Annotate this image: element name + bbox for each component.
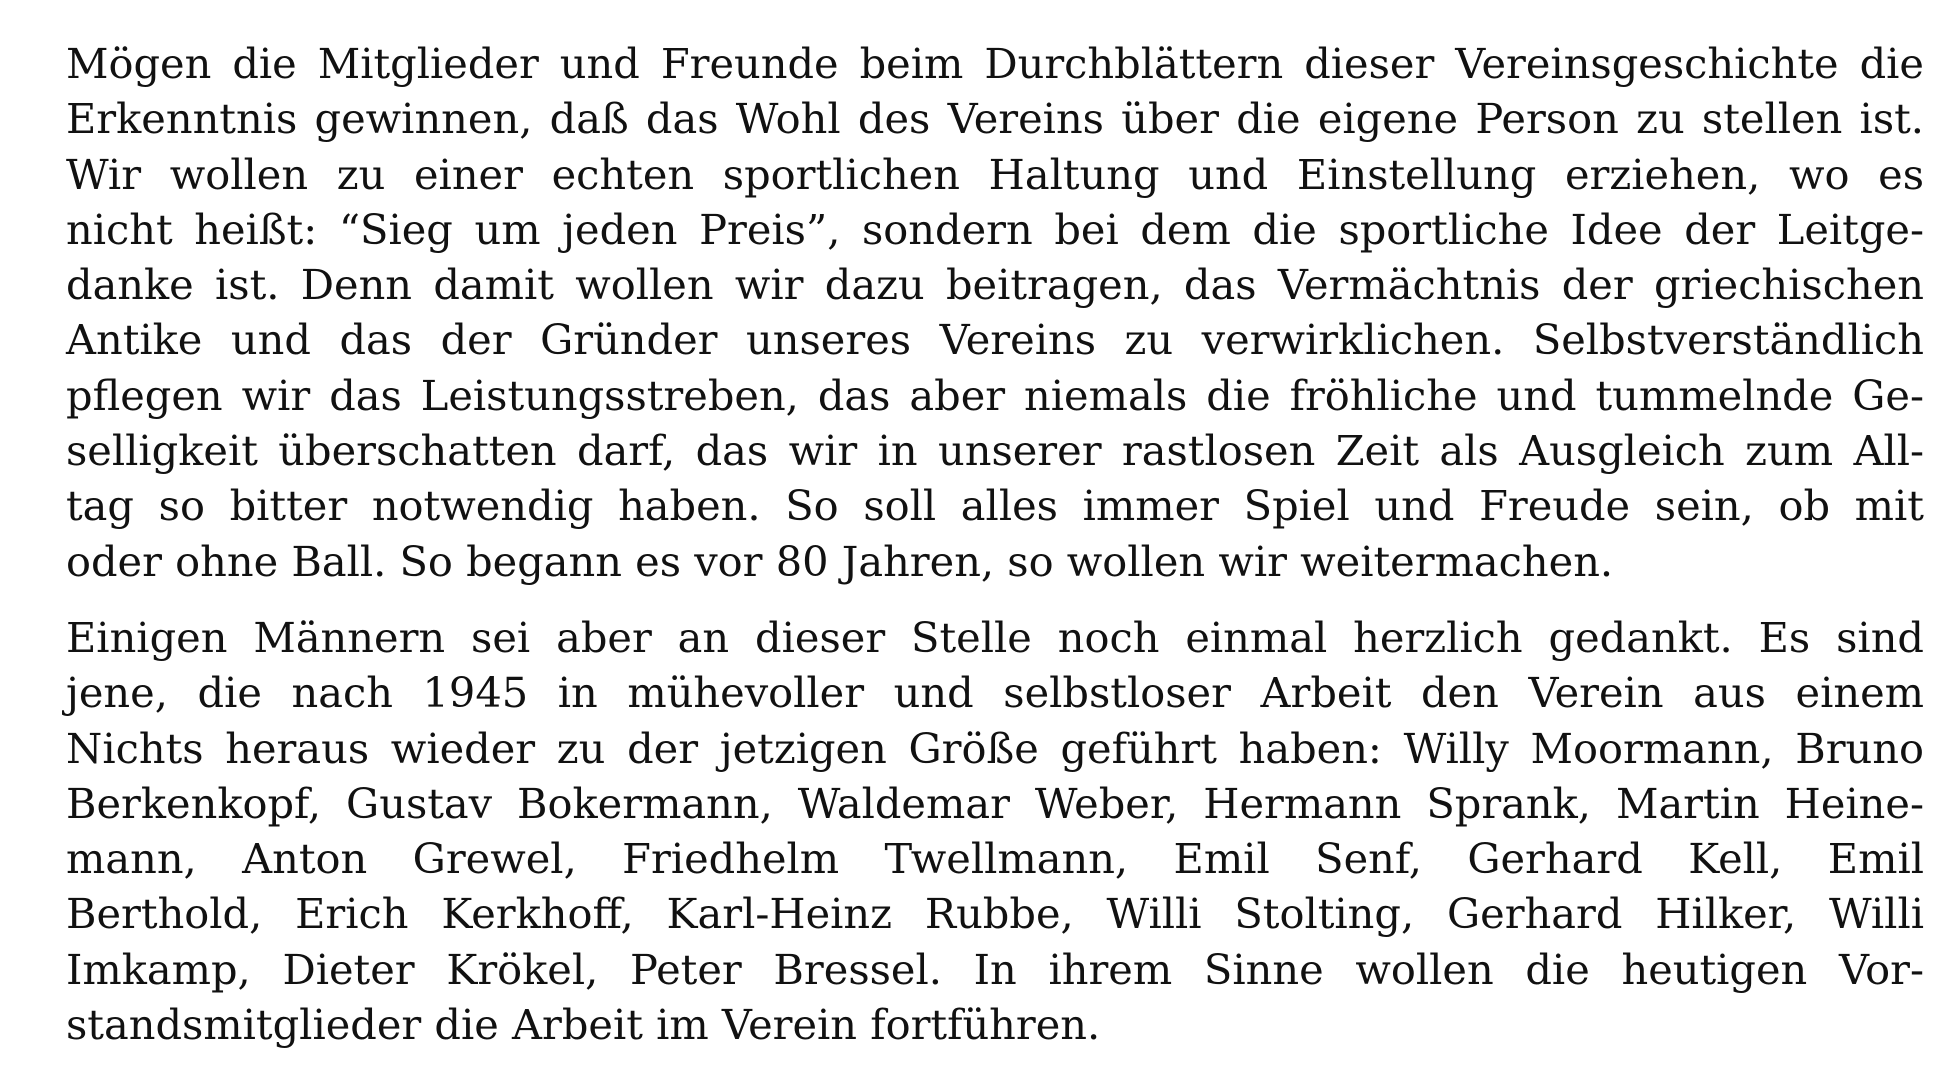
text-line: Berkenkopf, Gustav Bokermann, Waldemar Weber, Hermann Sprank, Martin Heine- [66, 778, 1924, 828]
text-line: Einigen Männern sei aber an dieser Stelle noch einmal herzlich gedankt. Es sind [66, 612, 1924, 662]
paragraph-spacer [66, 589, 1924, 610]
text-line: Antike und das der Gründer unseres Vereins zu verwirklichen. Selbstverständlich [66, 315, 1924, 365]
text-line: danke ist. Denn damit wollen wir dazu beitragen, das Vermächtnis der griechischen [66, 260, 1924, 310]
text-line: Imkamp, Dieter Krökel, Peter Bressel. In ihrem Sinne wollen die heutigen Vor- [66, 944, 1924, 994]
paragraph-1 [66, 36, 1924, 589]
text-line: tag so bitter notwendig haben. So soll alles immer Spiel und Freude sein, ob mit [66, 481, 1924, 531]
text-line: Nichts heraus wieder zu der jetzigen Größe geführt haben: Willy Moormann, Bruno [66, 723, 1924, 773]
text-line: standsmitglieder die Arbeit im Verein fortführen. [66, 1000, 1101, 1050]
text-line: selligkeit überschatten darf, das wir in unserer rastlosen Zeit als Ausgleich zum All- [66, 426, 1924, 476]
text-line: Berthold, Erich Kerkhoff, Karl-Heinz Rubbe, Willi Stolting, Gerhard Hilker, Willi [66, 889, 1924, 939]
text-line: mann, Anton Grewel, Friedhelm Twellmann, Emil Senf, Gerhard Kell, Emil [66, 834, 1924, 884]
text-line: pflegen wir das Leistungsstreben, das aber niemals die fröhliche und tummelnde Ge- [66, 370, 1924, 420]
text-line: nicht heißt: “Sieg um jeden Preis”, sondern bei dem die sportliche Idee der Leitge- [66, 204, 1924, 254]
paragraph-2 [66, 610, 1924, 1052]
text-line: Wir wollen zu einer echten sportlichen Haltung und Einstellung erziehen, wo es [66, 149, 1924, 199]
text-line: Mögen die Mitglieder und Freunde beim Durchblättern dieser Vereinsgeschichte die [66, 39, 1924, 88]
text-line: jene, die nach 1945 in mühevoller und selbstloser Arbeit den Verein aus einem [66, 668, 1924, 718]
text-line: oder ohne Ball. So begann es vor 80 Jahren, so wollen wir weitermachen. [66, 536, 1614, 586]
text-line: Erkenntnis gewinnen, daß das Wohl des Vereins über die eigene Person zu stellen ist. [66, 94, 1924, 144]
document-body [66, 36, 1924, 1052]
